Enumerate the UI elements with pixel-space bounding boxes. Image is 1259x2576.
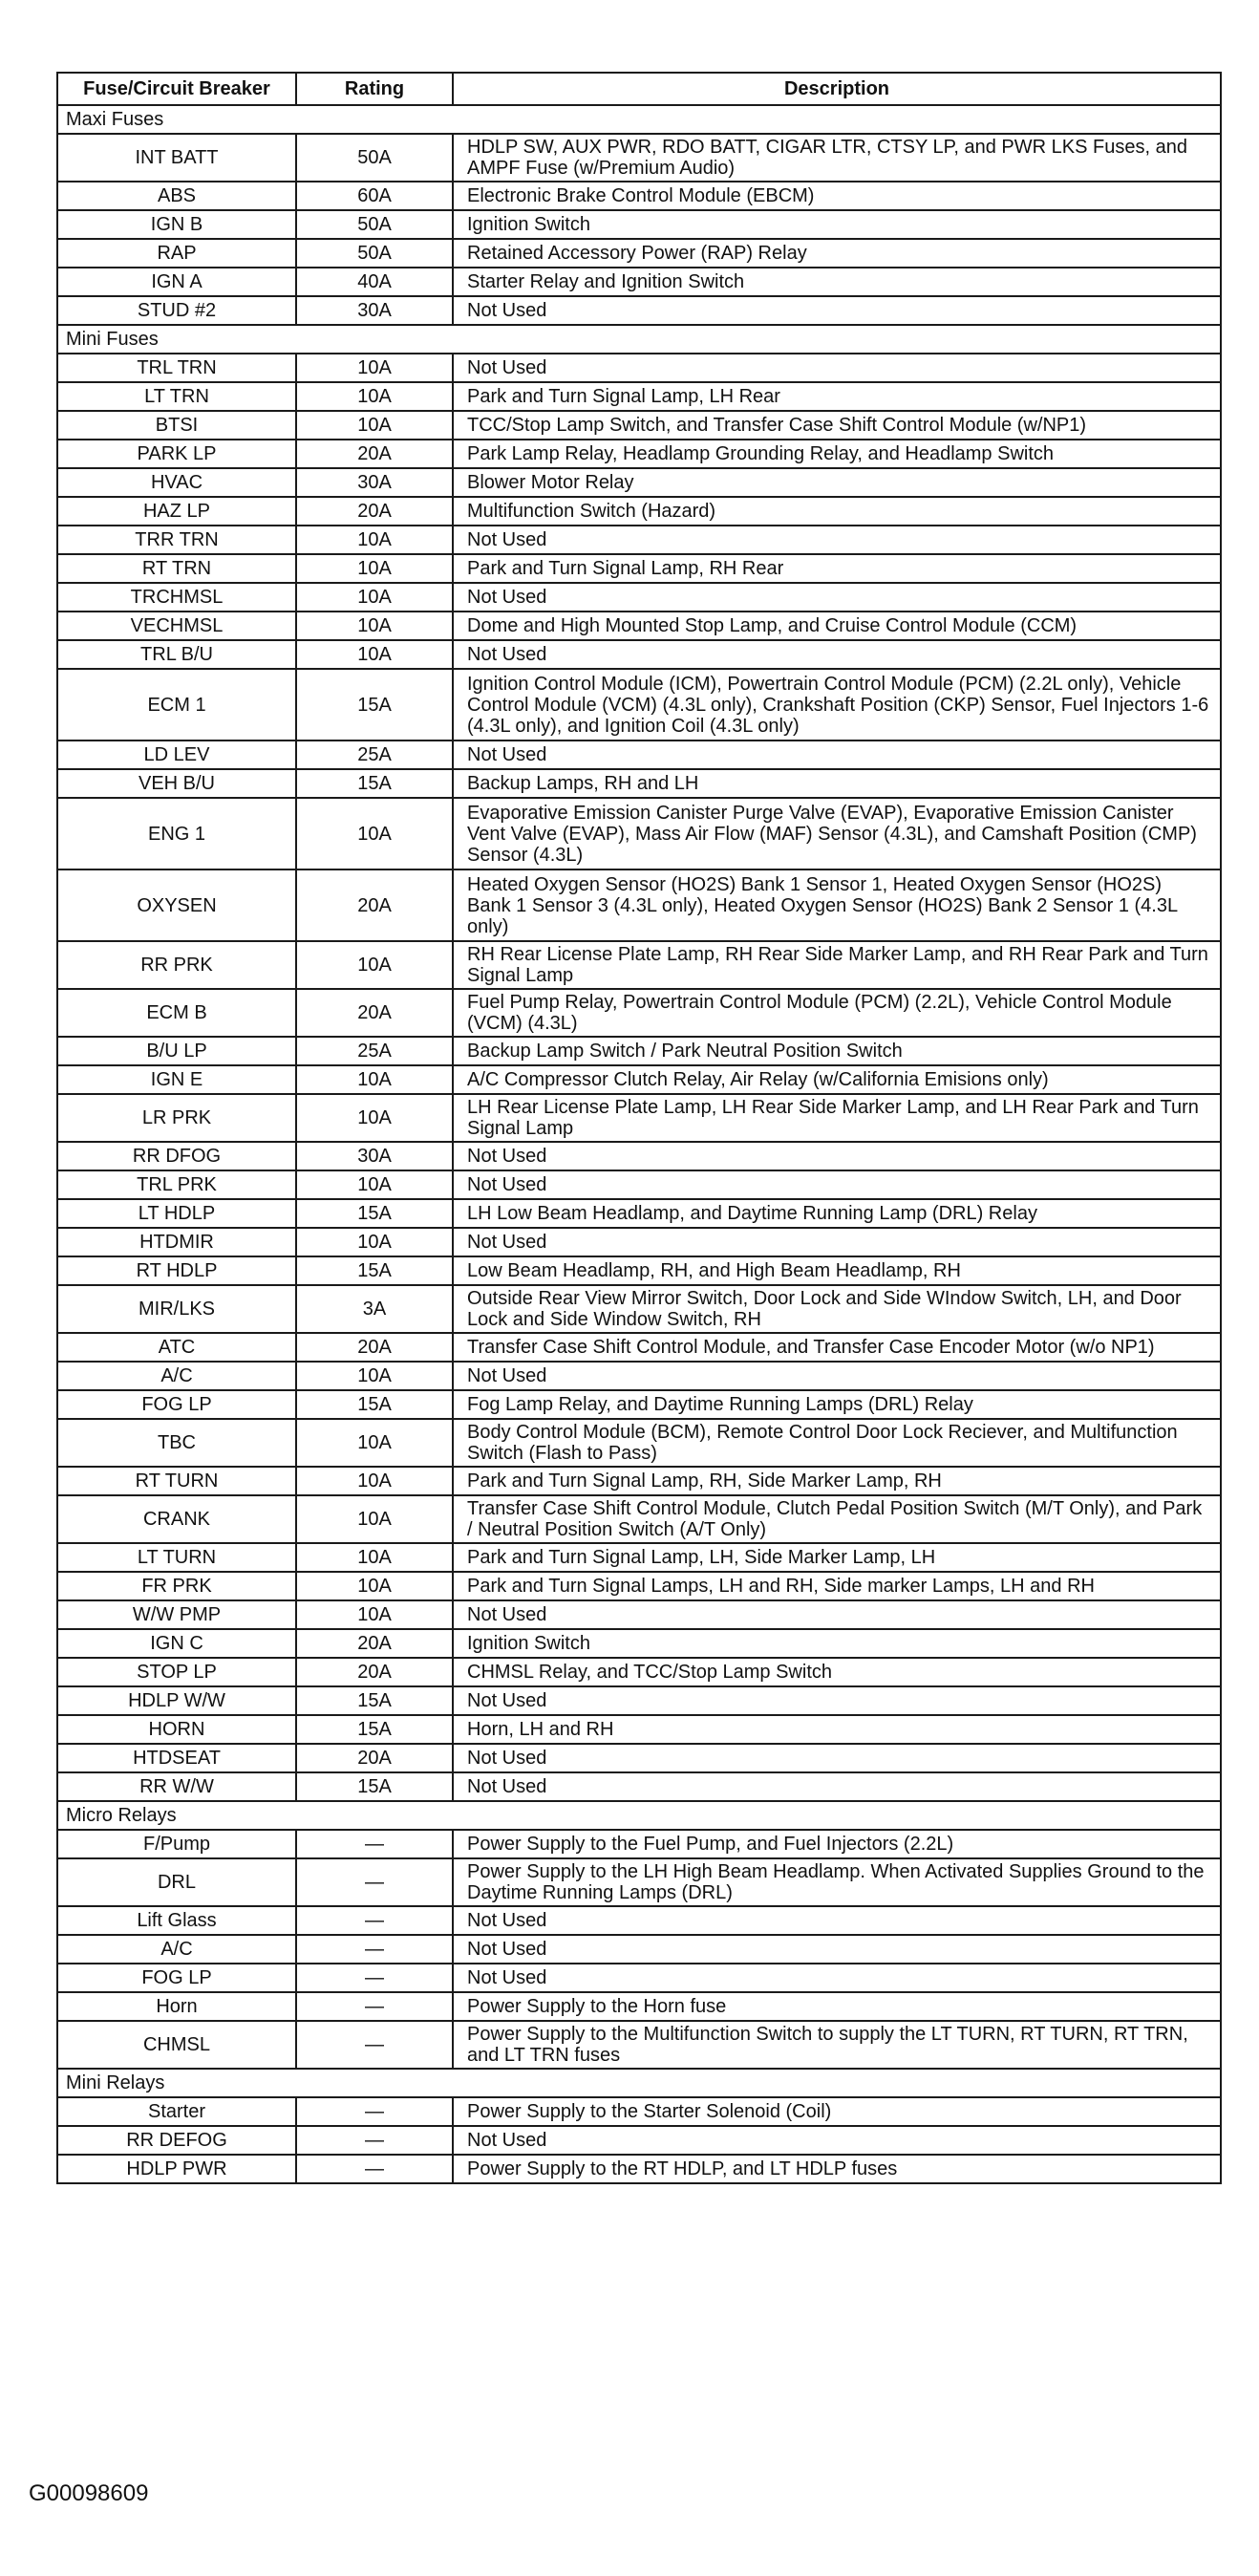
fuse-name-cell: ECM B bbox=[57, 989, 296, 1037]
header-fuse: Fuse/Circuit Breaker bbox=[57, 73, 296, 105]
description-cell: Power Supply to the RT HDLP, and LT HDLP fuses bbox=[453, 2155, 1221, 2183]
description-cell: Park and Turn Signal Lamp, RH Rear bbox=[453, 554, 1221, 583]
description-cell: HDLP SW, AUX PWR, RDO BATT, CIGAR LTR, CTSY LP, and PWR LKS Fuses, and AMPF Fuse (w/Premium Audio) bbox=[453, 134, 1221, 182]
fuse-name-cell: FOG LP bbox=[57, 1964, 296, 1992]
rating-cell: — bbox=[296, 1830, 453, 1858]
fuse-name-cell: RR PRK bbox=[57, 941, 296, 989]
fuse-name-cell: RT TURN bbox=[57, 1467, 296, 1495]
fuse-name-cell: TRL TRN bbox=[57, 354, 296, 382]
section-row bbox=[57, 1801, 1221, 1830]
fuse-name-cell: VEH B/U bbox=[57, 769, 296, 798]
fuse-name-cell: LT TRN bbox=[57, 382, 296, 411]
rating-cell: — bbox=[296, 1858, 453, 1906]
rating-cell: 10A bbox=[296, 354, 453, 382]
table-row bbox=[57, 1935, 1221, 1964]
rating-cell: 10A bbox=[296, 1170, 453, 1199]
table-row bbox=[57, 1419, 1221, 1467]
table-row bbox=[57, 1686, 1221, 1715]
table-row bbox=[57, 1543, 1221, 1572]
table-row bbox=[57, 382, 1221, 411]
table-row bbox=[57, 1467, 1221, 1495]
rating-cell: 15A bbox=[296, 1199, 453, 1228]
fuse-name-cell: IGN B bbox=[57, 210, 296, 239]
description-cell: Not Used bbox=[453, 1686, 1221, 1715]
fuse-name-cell: DRL bbox=[57, 1858, 296, 1906]
table-row bbox=[57, 182, 1221, 210]
description-cell: Not Used bbox=[453, 1935, 1221, 1964]
table-row bbox=[57, 869, 1221, 941]
table-row bbox=[57, 1142, 1221, 1170]
rating-cell: 20A bbox=[296, 1629, 453, 1658]
rating-cell: 10A bbox=[296, 554, 453, 583]
fuse-name-cell: Lift Glass bbox=[57, 1906, 296, 1935]
description-cell: Park and Turn Signal Lamp, LH, Side Marker Lamp, LH bbox=[453, 1543, 1221, 1572]
fuse-name-cell: FOG LP bbox=[57, 1390, 296, 1419]
table-row bbox=[57, 1830, 1221, 1858]
table-row bbox=[57, 2155, 1221, 2183]
fuse-name-cell: LT HDLP bbox=[57, 1199, 296, 1228]
fuse-name-cell: ENG 1 bbox=[57, 798, 296, 869]
table-row bbox=[57, 526, 1221, 554]
fuse-name-cell: CRANK bbox=[57, 1495, 296, 1543]
rating-cell: 15A bbox=[296, 1715, 453, 1744]
table-row bbox=[57, 1170, 1221, 1199]
rating-cell: — bbox=[296, 2155, 453, 2183]
table-row bbox=[57, 1390, 1221, 1419]
table-row bbox=[57, 497, 1221, 526]
description-cell: Not Used bbox=[453, 1228, 1221, 1256]
table-row bbox=[57, 612, 1221, 640]
fuse-name-cell: OXYSEN bbox=[57, 869, 296, 941]
table-row bbox=[57, 2097, 1221, 2126]
fuse-name-cell: PARK LP bbox=[57, 440, 296, 468]
fuse-name-cell: B/U LP bbox=[57, 1037, 296, 1065]
table-row bbox=[57, 1744, 1221, 1772]
description-cell: Fuel Pump Relay, Powertrain Control Module (PCM) (2.2L), Vehicle Control Module (VCM) (4.3L) bbox=[453, 989, 1221, 1037]
description-cell: Fog Lamp Relay, and Daytime Running Lamps (DRL) Relay bbox=[453, 1390, 1221, 1419]
description-cell: Not Used bbox=[453, 1142, 1221, 1170]
fuse-name-cell: A/C bbox=[57, 1935, 296, 1964]
rating-cell: 10A bbox=[296, 1572, 453, 1600]
description-cell: Power Supply to the LH High Beam Headlamp. When Activated Supplies Ground to the Daytime Running Lamps (DRL) bbox=[453, 1858, 1221, 1906]
fuse-name-cell: W/W PMP bbox=[57, 1600, 296, 1629]
description-cell: Power Supply to the Fuel Pump, and Fuel Injectors (2.2L) bbox=[453, 1830, 1221, 1858]
fuse-name-cell: HORN bbox=[57, 1715, 296, 1744]
fuse-name-cell: LT TURN bbox=[57, 1543, 296, 1572]
description-cell: Transfer Case Shift Control Module, and Transfer Case Encoder Motor (w/o NP1) bbox=[453, 1333, 1221, 1362]
table-row bbox=[57, 1094, 1221, 1142]
description-cell: Not Used bbox=[453, 1170, 1221, 1199]
rating-cell: 20A bbox=[296, 1658, 453, 1686]
rating-cell: 10A bbox=[296, 1600, 453, 1629]
rating-cell: 15A bbox=[296, 669, 453, 741]
rating-cell: 10A bbox=[296, 526, 453, 554]
table-row bbox=[57, 798, 1221, 869]
description-cell: Not Used bbox=[453, 526, 1221, 554]
description-cell: Power Supply to the Starter Solenoid (Coil) bbox=[453, 2097, 1221, 2126]
description-cell: Low Beam Headlamp, RH, and High Beam Headlamp, RH bbox=[453, 1256, 1221, 1285]
description-cell: Not Used bbox=[453, 1772, 1221, 1801]
fuse-name-cell: A/C bbox=[57, 1362, 296, 1390]
table-row bbox=[57, 1362, 1221, 1390]
rating-cell: 10A bbox=[296, 1228, 453, 1256]
description-cell: Horn, LH and RH bbox=[453, 1715, 1221, 1744]
rating-cell: 10A bbox=[296, 1495, 453, 1543]
rating-cell: 10A bbox=[296, 1467, 453, 1495]
rating-cell: — bbox=[296, 1906, 453, 1935]
fuse-name-cell: IGN A bbox=[57, 268, 296, 296]
rating-cell: 20A bbox=[296, 440, 453, 468]
rating-cell: 10A bbox=[296, 1094, 453, 1142]
rating-cell: 15A bbox=[296, 1390, 453, 1419]
table-row bbox=[57, 554, 1221, 583]
rating-cell: 10A bbox=[296, 941, 453, 989]
fuse-name-cell: BTSI bbox=[57, 411, 296, 440]
fuse-name-cell: RR DEFOG bbox=[57, 2126, 296, 2155]
section-title: Mini Relays bbox=[57, 2069, 1221, 2097]
rating-cell: 50A bbox=[296, 239, 453, 268]
fuse-name-cell: TRR TRN bbox=[57, 526, 296, 554]
description-cell: Electronic Brake Control Module (EBCM) bbox=[453, 182, 1221, 210]
fuse-name-cell: TBC bbox=[57, 1419, 296, 1467]
table-row bbox=[57, 1572, 1221, 1600]
fuse-name-cell: IGN E bbox=[57, 1065, 296, 1094]
rating-cell: 10A bbox=[296, 411, 453, 440]
rating-cell: 3A bbox=[296, 1285, 453, 1333]
table-row bbox=[57, 1629, 1221, 1658]
rating-cell: 10A bbox=[296, 640, 453, 669]
table-header bbox=[57, 73, 1221, 105]
fuse-name-cell: RT HDLP bbox=[57, 1256, 296, 1285]
table-row bbox=[57, 1600, 1221, 1629]
fuse-name-cell: IGN C bbox=[57, 1629, 296, 1658]
description-cell: Ignition Switch bbox=[453, 1629, 1221, 1658]
table-row bbox=[57, 1658, 1221, 1686]
table-row bbox=[57, 2126, 1221, 2155]
description-cell: Ignition Control Module (ICM), Powertrain Control Module (PCM) (2.2L only), Vehicle Control Module (VCM) (4.3L only), Crankshaft Position (CKP) Sensor, Fuel Injectors 1-6 (4.3L only), and Ignition Coil (4.3L only) bbox=[453, 669, 1221, 741]
rating-cell: 40A bbox=[296, 268, 453, 296]
rating-cell: 25A bbox=[296, 741, 453, 769]
fuse-name-cell: TRL PRK bbox=[57, 1170, 296, 1199]
fuse-name-cell: Horn bbox=[57, 1992, 296, 2021]
header-description: Description bbox=[453, 73, 1221, 105]
fuse-table bbox=[56, 72, 1222, 2184]
table-row bbox=[57, 1992, 1221, 2021]
rating-cell: 10A bbox=[296, 1419, 453, 1467]
fuse-name-cell: STUD #2 bbox=[57, 296, 296, 325]
section-row bbox=[57, 325, 1221, 354]
description-cell: Blower Motor Relay bbox=[453, 468, 1221, 497]
section-row bbox=[57, 2069, 1221, 2097]
rating-cell: 20A bbox=[296, 1333, 453, 1362]
section-title: Mini Fuses bbox=[57, 325, 1221, 354]
table-body bbox=[57, 105, 1221, 2183]
table-row bbox=[57, 1256, 1221, 1285]
rating-cell: 10A bbox=[296, 1362, 453, 1390]
table-row bbox=[57, 1858, 1221, 1906]
rating-cell: — bbox=[296, 1992, 453, 2021]
table-row bbox=[57, 354, 1221, 382]
description-cell: Backup Lamps, RH and LH bbox=[453, 769, 1221, 798]
fuse-name-cell: CHMSL bbox=[57, 2021, 296, 2069]
table-row bbox=[57, 411, 1221, 440]
fuse-name-cell: HDLP PWR bbox=[57, 2155, 296, 2183]
header-rating: Rating bbox=[296, 73, 453, 105]
table-row bbox=[57, 669, 1221, 741]
rating-cell: 25A bbox=[296, 1037, 453, 1065]
section-row bbox=[57, 105, 1221, 134]
description-cell: CHMSL Relay, and TCC/Stop Lamp Switch bbox=[453, 1658, 1221, 1686]
table-row bbox=[57, 941, 1221, 989]
description-cell: A/C Compressor Clutch Relay, Air Relay (w/California Emisions only) bbox=[453, 1065, 1221, 1094]
fuse-name-cell: Starter bbox=[57, 2097, 296, 2126]
table-row bbox=[57, 1906, 1221, 1935]
fuse-name-cell: INT BATT bbox=[57, 134, 296, 182]
description-cell: Outside Rear View Mirror Switch, Door Lock and Side WIndow Switch, LH, and Door Lock and Side Window Switch, RH bbox=[453, 1285, 1221, 1333]
table-row bbox=[57, 741, 1221, 769]
description-cell: LH Low Beam Headlamp, and Daytime Running Lamp (DRL) Relay bbox=[453, 1199, 1221, 1228]
rating-cell: 50A bbox=[296, 134, 453, 182]
description-cell: Park and Turn Signal Lamps, LH and RH, Side marker Lamps, LH and RH bbox=[453, 1572, 1221, 1600]
table-row bbox=[57, 296, 1221, 325]
fuse-name-cell: LR PRK bbox=[57, 1094, 296, 1142]
table-row bbox=[57, 1037, 1221, 1065]
rating-cell: 10A bbox=[296, 583, 453, 612]
rating-cell: 15A bbox=[296, 1256, 453, 1285]
rating-cell: — bbox=[296, 2097, 453, 2126]
description-cell: Park and Turn Signal Lamp, LH Rear bbox=[453, 382, 1221, 411]
rating-cell: 30A bbox=[296, 296, 453, 325]
section-title: Micro Relays bbox=[57, 1801, 1221, 1830]
description-cell: Power Supply to the Horn fuse bbox=[453, 1992, 1221, 2021]
description-cell: Park Lamp Relay, Headlamp Grounding Relay, and Headlamp Switch bbox=[453, 440, 1221, 468]
fuse-name-cell: MIR/LKS bbox=[57, 1285, 296, 1333]
description-cell: Evaporative Emission Canister Purge Valve (EVAP), Evaporative Emission Canister Vent Valve (EVAP), Mass Air Flow (MAF) Sensor (4.3L), and Camshaft Position (CMP) Sensor (4.3L) bbox=[453, 798, 1221, 869]
description-cell: Power Supply to the Multifunction Switch to supply the LT TURN, RT TURN, RT TRN, and LT TRN fuses bbox=[453, 2021, 1221, 2069]
table-row bbox=[57, 989, 1221, 1037]
rating-cell: 10A bbox=[296, 1065, 453, 1094]
rating-cell: 60A bbox=[296, 182, 453, 210]
description-cell: Not Used bbox=[453, 583, 1221, 612]
fuse-name-cell: RR W/W bbox=[57, 1772, 296, 1801]
table-row bbox=[57, 1333, 1221, 1362]
rating-cell: 10A bbox=[296, 1543, 453, 1572]
table-row bbox=[57, 440, 1221, 468]
table-row bbox=[57, 640, 1221, 669]
rating-cell: 10A bbox=[296, 798, 453, 869]
description-cell: TCC/Stop Lamp Switch, and Transfer Case Shift Control Module (w/NP1) bbox=[453, 411, 1221, 440]
rating-cell: 20A bbox=[296, 989, 453, 1037]
description-cell: Not Used bbox=[453, 2126, 1221, 2155]
description-cell: Heated Oxygen Sensor (HO2S) Bank 1 Sensor 1, Heated Oxygen Sensor (HO2S) Bank 1 Sensor 3 (4.3L only), Heated Oxygen Sensor (HO2S) Bank 2 Sensor 1 (4.3L only) bbox=[453, 869, 1221, 941]
description-cell: Multifunction Switch (Hazard) bbox=[453, 497, 1221, 526]
table-row bbox=[57, 1964, 1221, 1992]
description-cell: RH Rear License Plate Lamp, RH Rear Side Marker Lamp, and RH Rear Park and Turn Signal Lamp bbox=[453, 941, 1221, 989]
fuse-name-cell: ABS bbox=[57, 182, 296, 210]
fuse-name-cell: HTDMIR bbox=[57, 1228, 296, 1256]
description-cell: Not Used bbox=[453, 1964, 1221, 1992]
description-cell: Not Used bbox=[453, 1362, 1221, 1390]
rating-cell: 10A bbox=[296, 612, 453, 640]
document-id: G00098609 bbox=[29, 2480, 149, 2506]
rating-cell: — bbox=[296, 1935, 453, 1964]
description-cell: Not Used bbox=[453, 1906, 1221, 1935]
rating-cell: 30A bbox=[296, 468, 453, 497]
fuse-name-cell: HVAC bbox=[57, 468, 296, 497]
description-cell: Transfer Case Shift Control Module, Clutch Pedal Position Switch (M/T Only), and Park / Neutral Position Switch (A/T Only) bbox=[453, 1495, 1221, 1543]
description-cell: Park and Turn Signal Lamp, RH, Side Marker Lamp, RH bbox=[453, 1467, 1221, 1495]
rating-cell: — bbox=[296, 2126, 453, 2155]
description-cell: Starter Relay and Ignition Switch bbox=[453, 268, 1221, 296]
rating-cell: — bbox=[296, 2021, 453, 2069]
table-row bbox=[57, 1715, 1221, 1744]
table-row bbox=[57, 1065, 1221, 1094]
description-cell: Dome and High Mounted Stop Lamp, and Cruise Control Module (CCM) bbox=[453, 612, 1221, 640]
table-row bbox=[57, 1285, 1221, 1333]
fuse-name-cell: ATC bbox=[57, 1333, 296, 1362]
rating-cell: 20A bbox=[296, 1744, 453, 1772]
description-cell: Not Used bbox=[453, 296, 1221, 325]
rating-cell: 15A bbox=[296, 1686, 453, 1715]
fuse-name-cell: TRL B/U bbox=[57, 640, 296, 669]
rating-cell: 20A bbox=[296, 869, 453, 941]
fuse-name-cell: RR DFOG bbox=[57, 1142, 296, 1170]
fuse-name-cell: RT TRN bbox=[57, 554, 296, 583]
description-cell: Not Used bbox=[453, 741, 1221, 769]
description-cell: Not Used bbox=[453, 1600, 1221, 1629]
fuse-name-cell: TRCHMSL bbox=[57, 583, 296, 612]
table-row bbox=[57, 210, 1221, 239]
section-title: Maxi Fuses bbox=[57, 105, 1221, 134]
fuse-name-cell: FR PRK bbox=[57, 1572, 296, 1600]
fuse-name-cell: ECM 1 bbox=[57, 669, 296, 741]
fuse-name-cell: HTDSEAT bbox=[57, 1744, 296, 1772]
rating-cell: 50A bbox=[296, 210, 453, 239]
rating-cell: 15A bbox=[296, 1772, 453, 1801]
fuse-name-cell: RAP bbox=[57, 239, 296, 268]
table-row bbox=[57, 1495, 1221, 1543]
description-cell: LH Rear License Plate Lamp, LH Rear Side Marker Lamp, and LH Rear Park and Turn Signal Lamp bbox=[453, 1094, 1221, 1142]
rating-cell: 30A bbox=[296, 1142, 453, 1170]
fuse-name-cell: F/Pump bbox=[57, 1830, 296, 1858]
table-row bbox=[57, 583, 1221, 612]
table-row bbox=[57, 2021, 1221, 2069]
table-row bbox=[57, 134, 1221, 182]
description-cell: Retained Accessory Power (RAP) Relay bbox=[453, 239, 1221, 268]
description-cell: Not Used bbox=[453, 640, 1221, 669]
description-cell: Not Used bbox=[453, 1744, 1221, 1772]
description-cell: Ignition Switch bbox=[453, 210, 1221, 239]
table-row bbox=[57, 1199, 1221, 1228]
rating-cell: — bbox=[296, 1964, 453, 1992]
fuse-name-cell: HAZ LP bbox=[57, 497, 296, 526]
description-cell: Not Used bbox=[453, 354, 1221, 382]
rating-cell: 20A bbox=[296, 497, 453, 526]
table-row bbox=[57, 1772, 1221, 1801]
table-row bbox=[57, 239, 1221, 268]
description-cell: Body Control Module (BCM), Remote Control Door Lock Reciever, and Multifunction Switch (Flash to Pass) bbox=[453, 1419, 1221, 1467]
fuse-name-cell: STOP LP bbox=[57, 1658, 296, 1686]
rating-cell: 10A bbox=[296, 382, 453, 411]
fuse-name-cell: LD LEV bbox=[57, 741, 296, 769]
table-row bbox=[57, 769, 1221, 798]
description-cell: Backup Lamp Switch / Park Neutral Position Switch bbox=[453, 1037, 1221, 1065]
fuse-name-cell: VECHMSL bbox=[57, 612, 296, 640]
table-row bbox=[57, 268, 1221, 296]
table-row bbox=[57, 468, 1221, 497]
table-row bbox=[57, 1228, 1221, 1256]
rating-cell: 15A bbox=[296, 769, 453, 798]
fuse-name-cell: HDLP W/W bbox=[57, 1686, 296, 1715]
